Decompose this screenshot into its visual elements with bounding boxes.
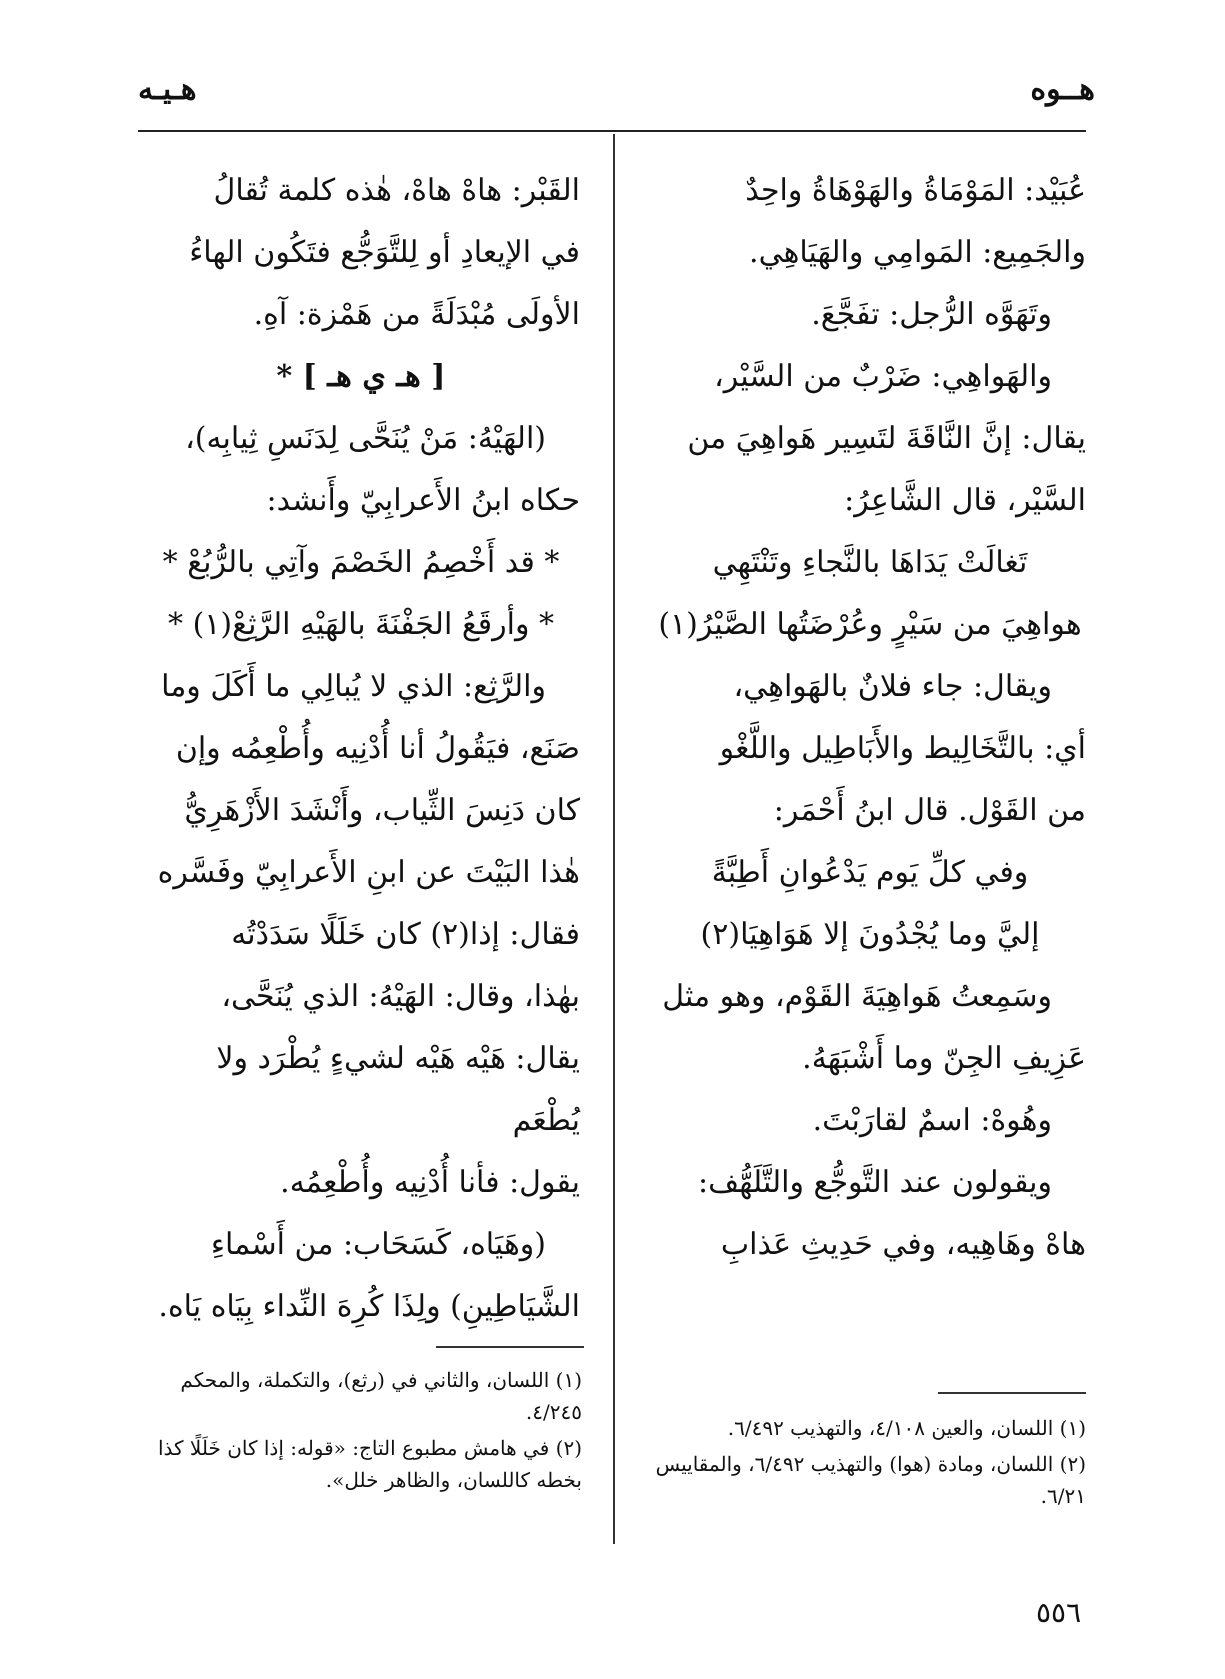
text-line: صَنَع، فيَقُولُ أنا أُدْنِيه وأُطْعِمُه وإن [175,731,580,766]
footnote: (١) اللسان، والعين ٤/١٠٨، والتهذيب ٦/٤٩٢. [727,1416,1086,1440]
text-line: فقال: إذا(٢) كان خَلَلًا سَدَدْتُه [231,917,580,952]
header-keyword-left: هـيـه [138,72,197,107]
text-line: وهُوهْ: اسمٌ لقارَبْتَ. [812,1103,1052,1138]
page-number: ٥٥٦ [1036,1596,1082,1629]
verse-line: * وأرقَعُ الجَفْنَةَ بالهَيْهِ الرَّثِعْ(١) * [168,607,554,642]
text-line: وسَمِعتُ هَواهِيَةَ القَوْم، وهو مثل [662,979,1052,1014]
verse-line: تَغالَتْ يَدَاهَا بالنَّجاءِ وتَنْتَهِي [712,545,1028,580]
text-line: بهٰذا، وقال: الهَيْهُ: الذي يُنَحَّى، [221,979,580,1014]
text-line: السَّيْر، قال الشَّاعِرُ: [844,483,1086,518]
text-line: ويقال: جاء فلانٌ بالهَواهِي، [733,669,1052,704]
footnote-rule-right [938,1392,1086,1394]
text-line: يقال: هَيْه هَيْه لشيءٍ يُطْرَد ولا يُطْعَم [216,1041,580,1138]
text-line: القَبْر: هاهْ هاهْ، هٰذه كلمة تُقالُ [213,173,580,208]
text-line: من القَوْل. قال ابنُ أَحْمَر: [773,793,1086,828]
text-line: وتَهَوَّه الرُّجل: تفَجَّعَ. [811,297,1052,332]
text-line: ويقولون عند التَّوجُّع والتَّلَهُّف: [698,1165,1052,1200]
text-line: كان دَنِسَ الثِّياب، وأَنْشَدَ الأَزْهَرِيُّ [184,793,580,828]
footnote-rule-left [436,1346,584,1348]
text-line: أي: بالتَّخَالِيط والأَبَاطِيل واللَّغْو [719,731,1086,766]
verse-line: * قد أَخْصِمُ الخَصْمَ وآتِي بالرُّبُعْ * [162,545,560,580]
footnotes-left [142,1364,582,1500]
text-line: والرَّثِع: الذي لا يُبالِي ما أَكَلَ وما [161,669,546,704]
header-rule [138,130,1086,132]
text-line: الشَّيَاطِينِ) ولِذَا كُرِهَ النِّداء بِيَاه يَاه. [158,1289,580,1324]
column-divider [613,134,615,1544]
entry-heading: [ هـ ي هـ ] * [276,359,446,394]
text-line: في الإيعادِ أو لِلتَّوَجُّع فتَكُون الهاءُ [189,235,580,270]
text-line: يقال: إنَّ النَّاقَةَ لتَسِير هَواهِيَ من [687,421,1086,456]
verse-line: هواهِيَ من سَيْرٍ وعُرْضَتُها الصَّيْرُ(١) [658,607,1082,642]
footnotes-right [654,1412,1086,1516]
text-line: عُبَيْد: المَوْمَاةُ والهَوْهَاةُ واحِدٌ [745,173,1086,208]
left-column [142,160,580,1338]
right-column [654,160,1086,1276]
footnote: (٢) في هامش مطبوع التاج: «قوله: إذا كان خَلَلًا كذا بخطه كاللسان، والظاهر خلل». [157,1436,582,1492]
verse-line: وفي كلِّ يَوم يَدْعُوانِ أَطِبَّةً [711,855,1029,890]
footnote: (٢) اللسان، ومادة (هوا) والتهذيب ٦/٤٩٢، والمقاييس ٦/٢١. [655,1452,1086,1508]
footnote: (١) اللسان، والثاني في (رثع)، والتكملة، والمحكم ٤/٢٤٥. [180,1368,582,1424]
text-line: حكاه ابنُ الأَعرابِيّ وأَنشد: [266,483,580,518]
text-line: هٰذا البَيْتَ عن ابنِ الأَعرابِيّ وفَسَّره [157,855,580,890]
text-line: (الهَيْهُ: مَنْ يُنَحَّى لِدَنَسِ ثِيابِه)، [185,421,546,456]
text-line: هاهْ وهَاهِيه، وفي حَدِيثِ عَذابِ [720,1227,1086,1262]
text-line: (وهَيَاه، كَسَحَاب: من أَسْماءِ [210,1227,546,1262]
header-keyword-right: هــوه [1030,72,1095,107]
text-line: والهَواهِي: ضَرْبٌ من السَّيْر، [714,359,1052,394]
text-line: والجَمِيع: المَوامِي والهَيَاهِي. [749,235,1086,270]
verse-line: إليَّ وما يُجْدُونَ إلا هَوَاهِيَا(٢) [700,917,1040,952]
text-line: عَزِيفِ الجِنّ وما أَشْبَهَهُ. [802,1041,1086,1076]
text-line: يقول: فأنا أُدْنِيه وأُطْعِمُه. [280,1165,580,1200]
text-line: الأولَى مُبْدَلَةً من هَمْزة: آهِ. [253,297,580,332]
